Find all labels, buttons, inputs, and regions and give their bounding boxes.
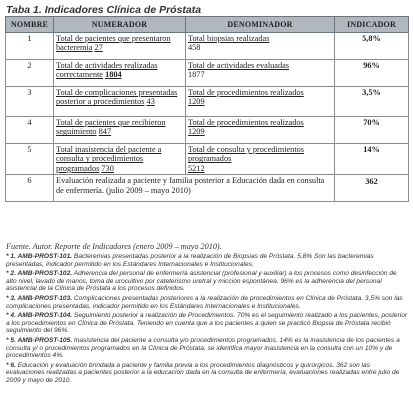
denominador-cell: Total biopsias realizadas 458 [186, 33, 335, 60]
numerador-cell: Total inasistencia del paciente a consulta y procedimientos programados 730 [54, 144, 186, 175]
indicador-cell: 3,5% [335, 87, 409, 117]
row-number: 2 [6, 60, 54, 87]
numerador-cell: Total de pacientes que presentaron bacteremia 27 [54, 33, 186, 60]
indicators-table [5, 16, 409, 202]
indicador-cell: 70% [335, 117, 409, 144]
table-row [6, 175, 409, 202]
note-item: * 4. AMB-PROST-104. Seguimiento posterior a realización de Procedimientos. 70% es el seguimiento realizado a los pacientes, posterior a los procedimientos en Clínica de Próstata. Teniendo en cuenta que a los pacientes a quien se practicó Biopsia de Próstata recibió seguimiento del 96%. [6, 312, 408, 335]
note-item: * 6. Educación y evaluación brindada a paciente y familia previa a los procedimientos diagnósticos y quirúrgicos. 362 son las evaluaciones realizadas a pacientes posterior a la educación dada en la consulta de enfermería, evaluaciones realizadas entre julio de 2009 y mayo de 2010. [6, 361, 400, 384]
note-item: * 5. AMB-PROST-105. Inasistencia del paciente a consulta y/o procedimientos programados. 14% es la inasistencia de los pacientes a consulta y/ o procedimientos programados en la Clínica de Próstata, se identifica mayor inasistencia en la consulta con un 10% y de procedimientos 4%. [6, 336, 400, 360]
row-number: 4 [6, 117, 54, 144]
note-item: * 1. AMB-PROST-101. Bacteremias presentadas posterior a la realización de Biopsias de Próstata. 5,8% Son las bacteremias presentadas, indicador permitido en los Estándares Internacionales e Institucionales. [6, 253, 374, 268]
table-row [6, 144, 409, 175]
table-row [6, 117, 409, 144]
table-row [6, 33, 409, 60]
denominador-cell: Total de procedimientos realizados 1209 [186, 117, 335, 144]
numerador-cell: Total de pacientes que recibieron seguimiento 847 [54, 117, 186, 144]
row-number: 5 [6, 144, 54, 175]
indicador-cell: 5,8% [335, 33, 409, 60]
header-nombre: NOMBRE [6, 17, 54, 33]
header-denominador: DENOMINADOR [186, 17, 335, 33]
indicador-cell: 96% [335, 60, 409, 87]
header-numerador: NUMERADOR [54, 17, 186, 33]
indicador-cell: 362 [335, 175, 409, 202]
table-row [6, 87, 409, 117]
numerador-cell: Total de actividades realizadas correctamente 1804 [54, 60, 186, 87]
table-row [6, 60, 409, 87]
numerador-cell: Total de complicaciones presentadas posterior a procedimientos 43 [54, 87, 186, 117]
evaluation-cell: Evaluación realizada a paciente y familia posterior a Educación dada en consulta de enfermería. (julio 2009 – mayo 2010) [54, 175, 335, 202]
note-item: * 3. AMB-PROST-103. Complicaciones presentadas posteriores a la realización de procedimientos en Clínica de Próstata. 3,5% son las complicaciones presentadas, indicador permitido en los Estándares Internacionales e Institucionales. [6, 294, 403, 310]
denominador-cell: Total de procedimientos realizados 1209 [186, 87, 335, 117]
row-number: 1 [6, 33, 54, 60]
row-number: 3 [6, 87, 54, 117]
header-indicador: INDICADOR [335, 17, 409, 33]
table-title: Taba 1. Indicadores Clínica de Próstata [6, 4, 202, 16]
indicador-cell: 14% [335, 144, 409, 175]
source-caption: Fuente. Autor. Reporte de Indicadores (enero 2009 – mayo 2010). [6, 242, 222, 251]
row-number: 6 [6, 175, 54, 202]
indicator-notes [6, 253, 408, 387]
denominador-cell: Total de consulta y procedimientos programados 5212 [186, 144, 335, 175]
note-item: * 2. AMB-PROST-102. Adherencia del personal de enfermería asistencial (profesional y auxiliar) a los procesos como desinfección de alto nivel, lavado de manos, toma de urocultivo por cateterismo uretral y micción espontánea. 96% es la adherencia del personal asistencial de la Clínica de Próstata a los procesos definidos. [6, 270, 397, 293]
denominador-cell: Total de actividades evaluadas 1877 [186, 60, 335, 87]
